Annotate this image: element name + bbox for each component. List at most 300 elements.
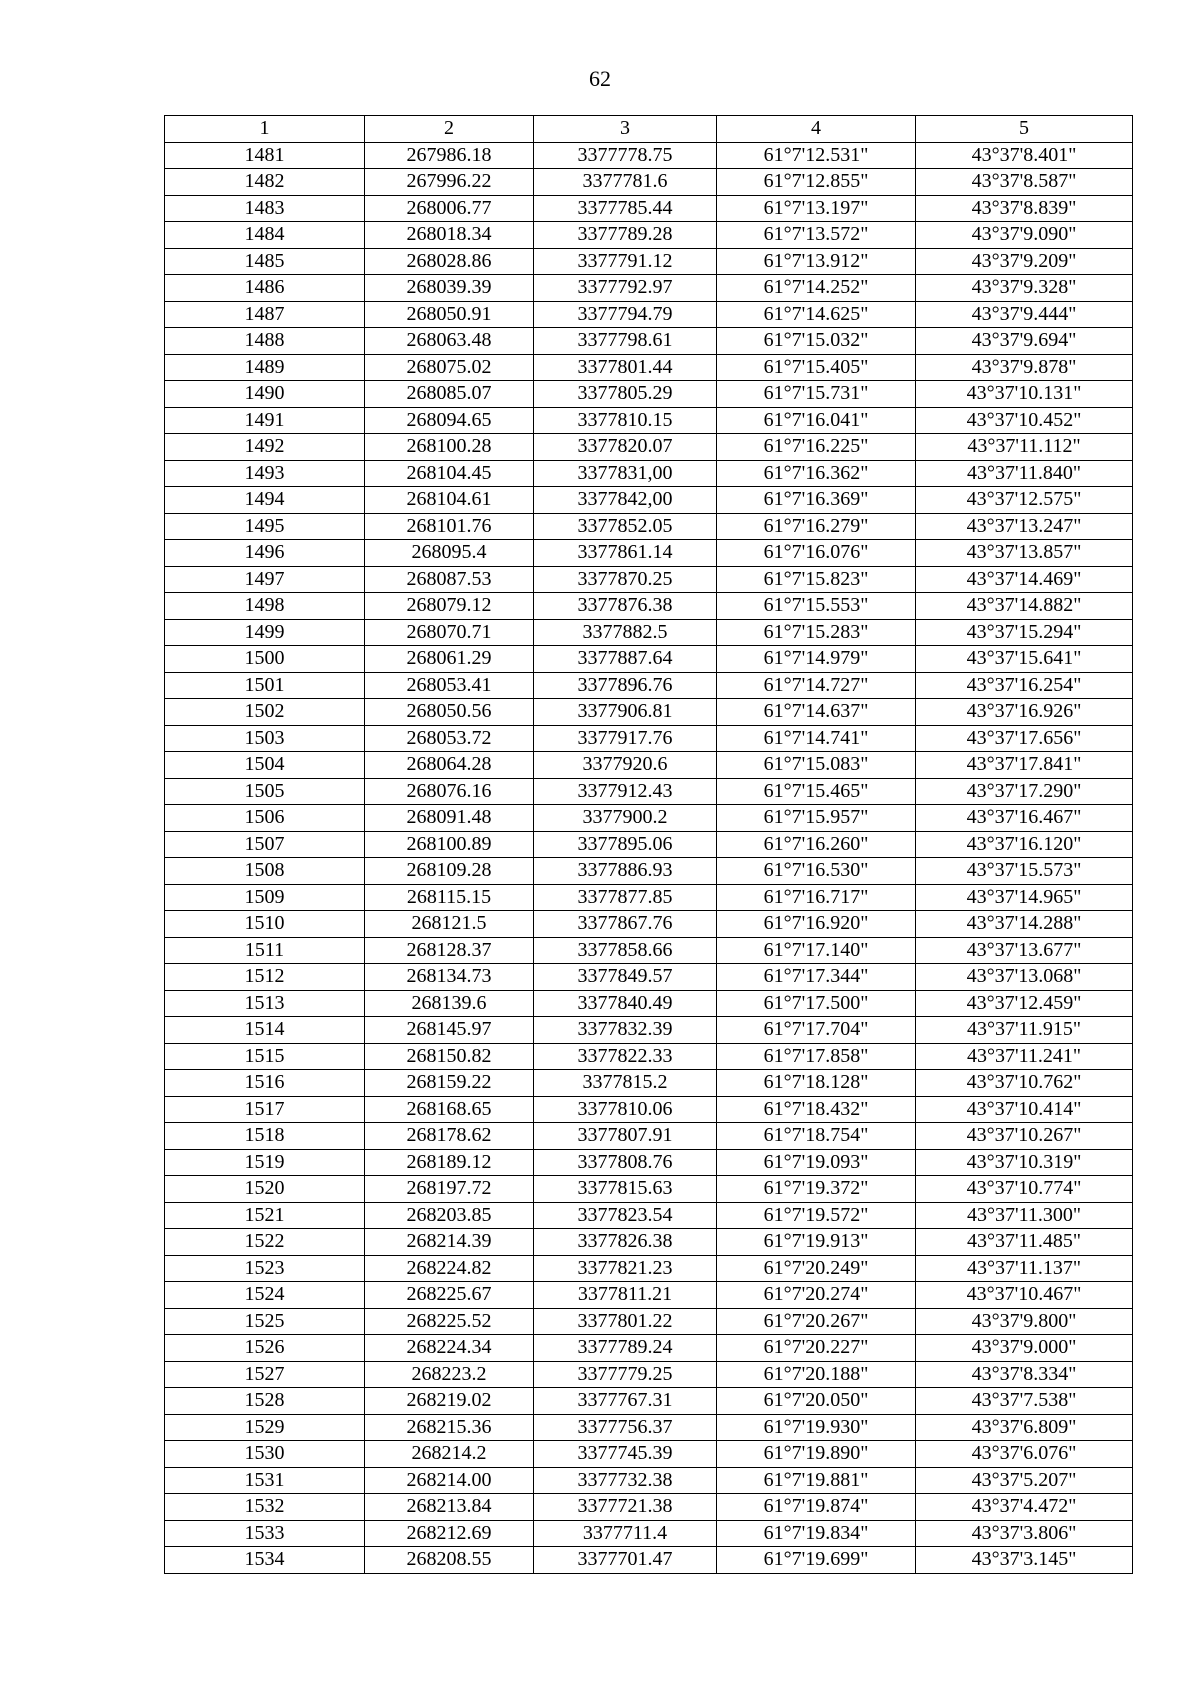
- table-cell: 268053.72: [365, 725, 534, 752]
- table-cell: 3377811.21: [534, 1282, 717, 1309]
- table-cell: 1510: [165, 911, 365, 938]
- table-cell: 43°37'13.857": [916, 540, 1133, 567]
- table-cell: 3377887.64: [534, 646, 717, 673]
- table-cell: 3377801.22: [534, 1308, 717, 1335]
- table-cell: 43°37'10.452": [916, 407, 1133, 434]
- table-row: [165, 1096, 1133, 1123]
- table-cell: 1493: [165, 460, 365, 487]
- table-row: [165, 1361, 1133, 1388]
- table-cell: 43°37'16.467": [916, 805, 1133, 832]
- table-cell: 61°7'17.704": [717, 1017, 916, 1044]
- table-cell: 267986.18: [365, 142, 534, 169]
- table-cell: 43°37'17.656": [916, 725, 1133, 752]
- table-row: [165, 752, 1133, 779]
- table-cell: 3377900.2: [534, 805, 717, 832]
- table-cell: 3377807.91: [534, 1123, 717, 1150]
- table-cell: 1505: [165, 778, 365, 805]
- table-row: [165, 434, 1133, 461]
- table-cell: 1497: [165, 566, 365, 593]
- table-cell: 268018.34: [365, 222, 534, 249]
- table-cell: 1489: [165, 354, 365, 381]
- table-cell: 43°37'9.328": [916, 275, 1133, 302]
- table-row: [165, 301, 1133, 328]
- table-cell: 268223.2: [365, 1361, 534, 1388]
- table-cell: 1514: [165, 1017, 365, 1044]
- table-cell: 61°7'14.979": [717, 646, 916, 673]
- table-row: [165, 1441, 1133, 1468]
- table-cell: 3377805.29: [534, 381, 717, 408]
- table-cell: 61°7'16.920": [717, 911, 916, 938]
- table-cell: 61°7'13.572": [717, 222, 916, 249]
- table-cell: 43°37'10.414": [916, 1096, 1133, 1123]
- table-cell: 3377792.97: [534, 275, 717, 302]
- table-cell: 43°37'8.401": [916, 142, 1133, 169]
- table-row: [165, 354, 1133, 381]
- table-cell: 43°37'14.965": [916, 884, 1133, 911]
- table-cell: 43°37'16.926": [916, 699, 1133, 726]
- table-cell: 3377849.57: [534, 964, 717, 991]
- table-cell: 61°7'15.283": [717, 619, 916, 646]
- table-cell: 1485: [165, 248, 365, 275]
- table-cell: 268224.82: [365, 1255, 534, 1282]
- table-row: [165, 407, 1133, 434]
- table-row: [165, 275, 1133, 302]
- table-row: [165, 699, 1133, 726]
- table-cell: 61°7'19.874": [717, 1494, 916, 1521]
- table-cell: 1484: [165, 222, 365, 249]
- table-cell: 268050.91: [365, 301, 534, 328]
- table-cell: 3377785.44: [534, 195, 717, 222]
- table-cell: 61°7'17.344": [717, 964, 916, 991]
- table-cell: 61°7'17.858": [717, 1043, 916, 1070]
- table-cell: 43°37'17.841": [916, 752, 1133, 779]
- table-cell: 61°7'19.093": [717, 1149, 916, 1176]
- table-cell: 1490: [165, 381, 365, 408]
- table-cell: 3377877.85: [534, 884, 717, 911]
- table-cell: 43°37'9.800": [916, 1308, 1133, 1335]
- table-row: [165, 858, 1133, 885]
- table-cell: 43°37'14.288": [916, 911, 1133, 938]
- table-cell: 3377882.5: [534, 619, 717, 646]
- table-cell: 268224.34: [365, 1335, 534, 1362]
- table-cell: 43°37'10.762": [916, 1070, 1133, 1097]
- table-cell: 61°7'19.372": [717, 1176, 916, 1203]
- table-body: [165, 142, 1133, 1573]
- table-cell: 61°7'18.432": [717, 1096, 916, 1123]
- table-cell: 3377779.25: [534, 1361, 717, 1388]
- table-cell: 3377815.2: [534, 1070, 717, 1097]
- table-cell: 268150.82: [365, 1043, 534, 1070]
- table-cell: 1520: [165, 1176, 365, 1203]
- table-cell: 43°37'5.207": [916, 1467, 1133, 1494]
- table-cell: 43°37'10.267": [916, 1123, 1133, 1150]
- table-cell: 1516: [165, 1070, 365, 1097]
- table-cell: 268079.12: [365, 593, 534, 620]
- table-cell: 61°7'16.225": [717, 434, 916, 461]
- table-cell: 61°7'12.531": [717, 142, 916, 169]
- table-cell: 1488: [165, 328, 365, 355]
- table-cell: 1492: [165, 434, 365, 461]
- table-cell: 43°37'3.145": [916, 1547, 1133, 1574]
- table-cell: 3377791.12: [534, 248, 717, 275]
- table-row: [165, 1282, 1133, 1309]
- table-cell: 268104.61: [365, 487, 534, 514]
- table-cell: 268087.53: [365, 566, 534, 593]
- table-cell: 1482: [165, 169, 365, 196]
- table-cell: 268178.62: [365, 1123, 534, 1150]
- table-row: [165, 1414, 1133, 1441]
- table-row: [165, 1123, 1133, 1150]
- table-row: [165, 646, 1133, 673]
- table-cell: 43°37'14.882": [916, 593, 1133, 620]
- table-row: [165, 1202, 1133, 1229]
- table-cell: 1519: [165, 1149, 365, 1176]
- table-cell: 61°7'16.362": [717, 460, 916, 487]
- table-cell: 61°7'20.050": [717, 1388, 916, 1415]
- table-row: [165, 672, 1133, 699]
- table-cell: 61°7'18.754": [717, 1123, 916, 1150]
- table-cell: 3377711.4: [534, 1520, 717, 1547]
- table-cell: 43°37'12.575": [916, 487, 1133, 514]
- column-header: 3: [534, 116, 717, 143]
- table-cell: 61°7'15.465": [717, 778, 916, 805]
- table-cell: 3377822.33: [534, 1043, 717, 1070]
- page-number: 62: [589, 66, 611, 91]
- table-cell: 1503: [165, 725, 365, 752]
- table-cell: 1525: [165, 1308, 365, 1335]
- table-cell: 1530: [165, 1441, 365, 1468]
- table-cell: 43°37'7.538": [916, 1388, 1133, 1415]
- table-cell: 43°37'10.774": [916, 1176, 1133, 1203]
- table-cell: 3377876.38: [534, 593, 717, 620]
- table-cell: 61°7'15.957": [717, 805, 916, 832]
- table-cell: 61°7'20.267": [717, 1308, 916, 1335]
- table-cell: 43°37'3.806": [916, 1520, 1133, 1547]
- table-cell: 268076.16: [365, 778, 534, 805]
- table-cell: 268115.15: [365, 884, 534, 911]
- table-cell: 61°7'20.227": [717, 1335, 916, 1362]
- table-cell: 43°37'11.112": [916, 434, 1133, 461]
- table-row: [165, 1017, 1133, 1044]
- table-cell: 61°7'20.188": [717, 1361, 916, 1388]
- table-cell: 43°37'9.878": [916, 354, 1133, 381]
- table-cell: 1494: [165, 487, 365, 514]
- table-cell: 3377781.6: [534, 169, 717, 196]
- table-cell: 61°7'14.637": [717, 699, 916, 726]
- table-row: [165, 1255, 1133, 1282]
- table-cell: 1526: [165, 1335, 365, 1362]
- table-cell: 1504: [165, 752, 365, 779]
- table-cell: 1509: [165, 884, 365, 911]
- table-row: [165, 911, 1133, 938]
- table-cell: 3377821.23: [534, 1255, 717, 1282]
- table-cell: 61°7'15.032": [717, 328, 916, 355]
- table-row: [165, 513, 1133, 540]
- table-cell: 268028.86: [365, 248, 534, 275]
- table-cell: 268109.28: [365, 858, 534, 885]
- table-cell: 1527: [165, 1361, 365, 1388]
- table-cell: 1528: [165, 1388, 365, 1415]
- table-cell: 268214.2: [365, 1441, 534, 1468]
- table-cell: 3377767.31: [534, 1388, 717, 1415]
- table-cell: 43°37'9.209": [916, 248, 1133, 275]
- table-cell: 268053.41: [365, 672, 534, 699]
- table-cell: 43°37'9.444": [916, 301, 1133, 328]
- table-cell: 43°37'13.068": [916, 964, 1133, 991]
- table-cell: 61°7'15.553": [717, 593, 916, 620]
- table-cell: 43°37'17.290": [916, 778, 1133, 805]
- table-cell: 3377896.76: [534, 672, 717, 699]
- table-cell: 268094.65: [365, 407, 534, 434]
- table-cell: 1486: [165, 275, 365, 302]
- table-cell: 268101.76: [365, 513, 534, 540]
- table-row: [165, 248, 1133, 275]
- table-cell: 43°37'6.809": [916, 1414, 1133, 1441]
- table-cell: 61°7'19.572": [717, 1202, 916, 1229]
- table-cell: 3377840.49: [534, 990, 717, 1017]
- table-cell: 3377912.43: [534, 778, 717, 805]
- table-cell: 268197.72: [365, 1176, 534, 1203]
- table-cell: 268168.65: [365, 1096, 534, 1123]
- table-row: [165, 487, 1133, 514]
- table-cell: 268214.39: [365, 1229, 534, 1256]
- table-cell: 3377801.44: [534, 354, 717, 381]
- table-cell: 1498: [165, 593, 365, 620]
- table-row: [165, 1149, 1133, 1176]
- table-cell: 3377778.75: [534, 142, 717, 169]
- table-cell: 3377701.47: [534, 1547, 717, 1574]
- table-row: [165, 937, 1133, 964]
- table-cell: 1481: [165, 142, 365, 169]
- table-cell: 1500: [165, 646, 365, 673]
- table-cell: 1507: [165, 831, 365, 858]
- table-cell: 61°7'19.881": [717, 1467, 916, 1494]
- table-cell: 43°37'11.840": [916, 460, 1133, 487]
- table-cell: 43°37'10.467": [916, 1282, 1133, 1309]
- table-cell: 3377794.79: [534, 301, 717, 328]
- table-cell: 268139.6: [365, 990, 534, 1017]
- table-cell: 3377745.39: [534, 1441, 717, 1468]
- table-cell: 268212.69: [365, 1520, 534, 1547]
- table-row: [165, 619, 1133, 646]
- table-cell: 61°7'19.699": [717, 1547, 916, 1574]
- table-cell: 61°7'19.834": [717, 1520, 916, 1547]
- table-cell: 43°37'4.472": [916, 1494, 1133, 1521]
- column-header: 1: [165, 116, 365, 143]
- table-cell: 43°37'11.300": [916, 1202, 1133, 1229]
- table-cell: 61°7'19.890": [717, 1441, 916, 1468]
- table-cell: 268091.48: [365, 805, 534, 832]
- table-cell: 43°37'13.677": [916, 937, 1133, 964]
- table-cell: 61°7'13.912": [717, 248, 916, 275]
- table-cell: 43°37'16.120": [916, 831, 1133, 858]
- table-row: [165, 1229, 1133, 1256]
- table-cell: 3377810.06: [534, 1096, 717, 1123]
- table-cell: 61°7'15.405": [717, 354, 916, 381]
- table-cell: 268063.48: [365, 328, 534, 355]
- table-cell: 1531: [165, 1467, 365, 1494]
- table-cell: 1532: [165, 1494, 365, 1521]
- table-cell: 268219.02: [365, 1388, 534, 1415]
- table-cell: 61°7'16.279": [717, 513, 916, 540]
- table-cell: 43°37'8.334": [916, 1361, 1133, 1388]
- table-cell: 1506: [165, 805, 365, 832]
- table-cell: 43°37'11.485": [916, 1229, 1133, 1256]
- table-row: [165, 222, 1133, 249]
- table-cell: 3377870.25: [534, 566, 717, 593]
- table-cell: 61°7'20.249": [717, 1255, 916, 1282]
- table-cell: 61°7'15.823": [717, 566, 916, 593]
- table-cell: 3377917.76: [534, 725, 717, 752]
- table-cell: 61°7'16.530": [717, 858, 916, 885]
- table-cell: 1523: [165, 1255, 365, 1282]
- table-header-row: [165, 116, 1133, 143]
- table-row: [165, 1494, 1133, 1521]
- table-cell: 268061.29: [365, 646, 534, 673]
- table-row: [165, 1520, 1133, 1547]
- table-cell: 3377756.37: [534, 1414, 717, 1441]
- table-cell: 268213.84: [365, 1494, 534, 1521]
- table-cell: 61°7'17.140": [717, 937, 916, 964]
- table-row: [165, 142, 1133, 169]
- table-cell: 61°7'14.625": [717, 301, 916, 328]
- table-cell: 3377789.28: [534, 222, 717, 249]
- table-row: [165, 593, 1133, 620]
- table-cell: 43°37'9.090": [916, 222, 1133, 249]
- table-cell: 3377820.07: [534, 434, 717, 461]
- column-header: 2: [365, 116, 534, 143]
- table-cell: 3377789.24: [534, 1335, 717, 1362]
- table-cell: 1533: [165, 1520, 365, 1547]
- table-row: [165, 725, 1133, 752]
- table-cell: 268214.00: [365, 1467, 534, 1494]
- table-cell: 1522: [165, 1229, 365, 1256]
- table-cell: 3377831,00: [534, 460, 717, 487]
- table-cell: 43°37'11.915": [916, 1017, 1133, 1044]
- table-cell: 1534: [165, 1547, 365, 1574]
- table-row: [165, 778, 1133, 805]
- table-row: [165, 1308, 1133, 1335]
- table-cell: 268085.07: [365, 381, 534, 408]
- table-cell: 61°7'15.083": [717, 752, 916, 779]
- table-cell: 267996.22: [365, 169, 534, 196]
- table-cell: 3377886.93: [534, 858, 717, 885]
- table-cell: 268075.02: [365, 354, 534, 381]
- table-cell: 268095.4: [365, 540, 534, 567]
- table-cell: 43°37'11.241": [916, 1043, 1133, 1070]
- table-cell: 43°37'9.000": [916, 1335, 1133, 1362]
- table-cell: 1513: [165, 990, 365, 1017]
- table-row: [165, 1176, 1133, 1203]
- table-cell: 43°37'12.459": [916, 990, 1133, 1017]
- table-cell: 1491: [165, 407, 365, 434]
- table-cell: 61°7'14.727": [717, 672, 916, 699]
- table-row: [165, 1467, 1133, 1494]
- table-row: [165, 1043, 1133, 1070]
- table-cell: 43°37'8.839": [916, 195, 1133, 222]
- table-cell: 3377721.38: [534, 1494, 717, 1521]
- table-cell: 61°7'19.930": [717, 1414, 916, 1441]
- table-cell: 61°7'19.913": [717, 1229, 916, 1256]
- table-cell: 268189.12: [365, 1149, 534, 1176]
- table-row: [165, 195, 1133, 222]
- table-cell: 3377808.76: [534, 1149, 717, 1176]
- table-cell: 1512: [165, 964, 365, 991]
- table-cell: 268104.45: [365, 460, 534, 487]
- table-row: [165, 169, 1133, 196]
- table-cell: 3377823.54: [534, 1202, 717, 1229]
- table-cell: 61°7'20.274": [717, 1282, 916, 1309]
- table-cell: 3377906.81: [534, 699, 717, 726]
- table-cell: 1496: [165, 540, 365, 567]
- table-cell: 61°7'12.855": [717, 169, 916, 196]
- table-cell: 43°37'13.247": [916, 513, 1133, 540]
- table-cell: 268225.52: [365, 1308, 534, 1335]
- column-header: 4: [717, 116, 916, 143]
- table-cell: 3377798.61: [534, 328, 717, 355]
- table-cell: 268225.67: [365, 1282, 534, 1309]
- table-cell: 3377861.14: [534, 540, 717, 567]
- table-cell: 43°37'10.319": [916, 1149, 1133, 1176]
- table-cell: 61°7'16.717": [717, 884, 916, 911]
- table-row: [165, 805, 1133, 832]
- table-row: [165, 884, 1133, 911]
- table-cell: 1487: [165, 301, 365, 328]
- table-cell: 268006.77: [365, 195, 534, 222]
- table-cell: 3377732.38: [534, 1467, 717, 1494]
- table-row: [165, 1335, 1133, 1362]
- table-cell: 1515: [165, 1043, 365, 1070]
- table-cell: 1517: [165, 1096, 365, 1123]
- table-row: [165, 990, 1133, 1017]
- column-header: 5: [916, 116, 1133, 143]
- coordinates-table: [164, 115, 1133, 1574]
- table-cell: 268159.22: [365, 1070, 534, 1097]
- table-cell: 61°7'17.500": [717, 990, 916, 1017]
- table-cell: 3377810.15: [534, 407, 717, 434]
- table-cell: 43°37'15.294": [916, 619, 1133, 646]
- table-cell: 3377832.39: [534, 1017, 717, 1044]
- table-cell: 3377867.76: [534, 911, 717, 938]
- table-cell: 268215.36: [365, 1414, 534, 1441]
- table-row: [165, 1388, 1133, 1415]
- table-cell: 61°7'14.741": [717, 725, 916, 752]
- table-cell: 268145.97: [365, 1017, 534, 1044]
- table-cell: 268064.28: [365, 752, 534, 779]
- table-cell: 268208.55: [365, 1547, 534, 1574]
- table-row: [165, 1070, 1133, 1097]
- table-cell: 3377858.66: [534, 937, 717, 964]
- table-row: [165, 540, 1133, 567]
- table-cell: 61°7'14.252": [717, 275, 916, 302]
- table-cell: 43°37'11.137": [916, 1255, 1133, 1282]
- table-cell: 1518: [165, 1123, 365, 1150]
- table-cell: 3377842,00: [534, 487, 717, 514]
- table-cell: 268100.28: [365, 434, 534, 461]
- table-cell: 61°7'16.260": [717, 831, 916, 858]
- table-cell: 43°37'16.254": [916, 672, 1133, 699]
- table-cell: 268050.56: [365, 699, 534, 726]
- table-cell: 1499: [165, 619, 365, 646]
- table-cell: 43°37'9.694": [916, 328, 1133, 355]
- table-row: [165, 381, 1133, 408]
- table-row: [165, 1547, 1133, 1574]
- table-cell: 61°7'16.076": [717, 540, 916, 567]
- table-cell: 1495: [165, 513, 365, 540]
- table-row: [165, 328, 1133, 355]
- table-cell: 268100.89: [365, 831, 534, 858]
- table-cell: 1502: [165, 699, 365, 726]
